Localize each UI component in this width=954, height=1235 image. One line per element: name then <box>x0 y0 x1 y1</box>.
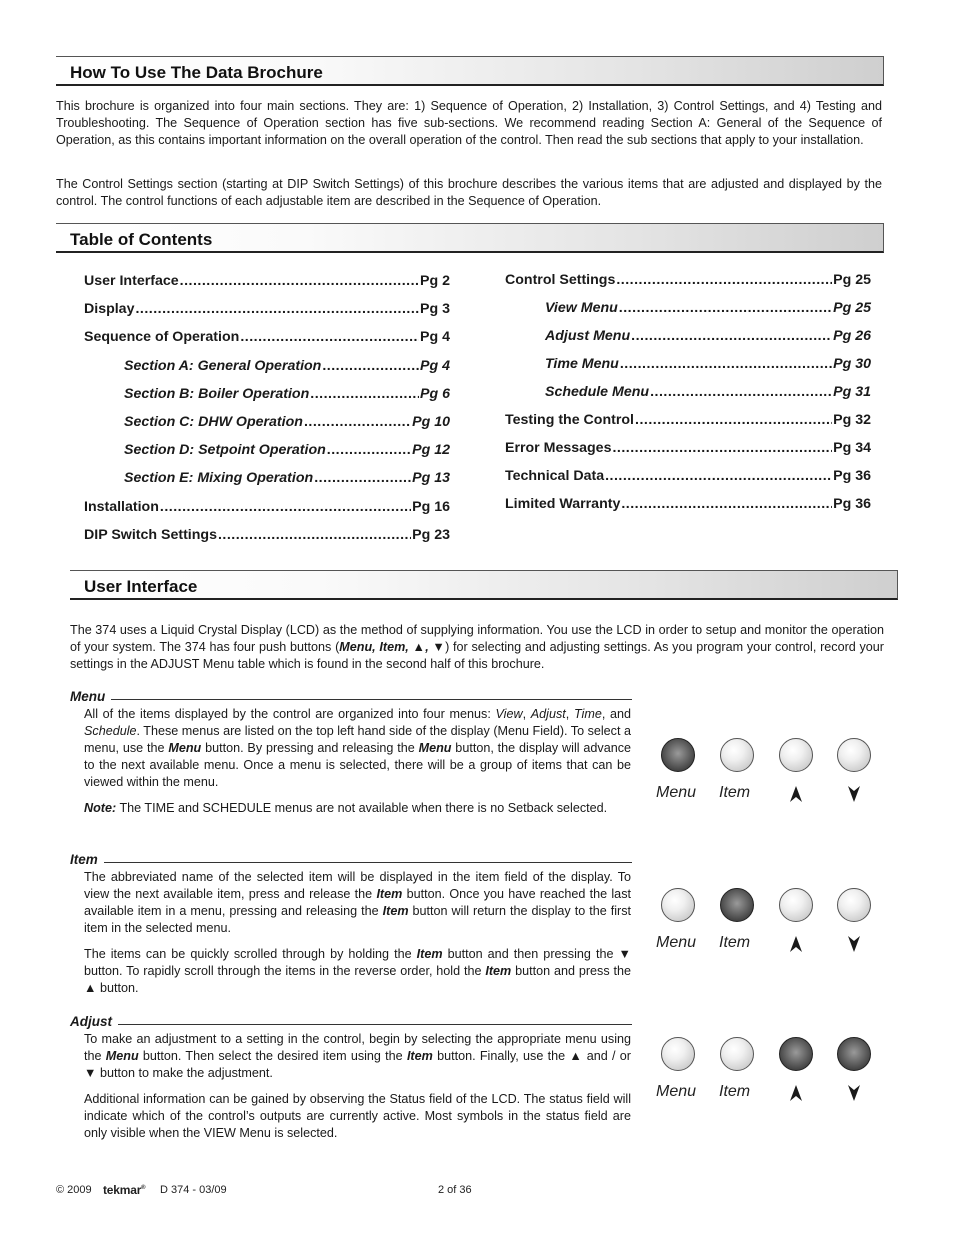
toc-entry <box>124 442 450 458</box>
toc-entry-label: View Menu <box>545 300 618 316</box>
toc-entry <box>124 358 450 374</box>
toc-leader-dots <box>160 499 411 515</box>
item-paragraph-2: The items can be quickly scrolled through by holding the Item button and then pressing the ▼ button. To rapidly scroll through the items in the reverse order, hold the Item button and press the ▲ button. <box>84 947 631 995</box>
menu-note: Note: The TIME and SCHEDULE menus are not available when there is no Setback selected. <box>84 801 608 815</box>
toc-entry <box>505 272 871 288</box>
toc-leader-dots <box>605 468 832 484</box>
toc-leader-dots <box>631 328 832 344</box>
section-title: How To Use The Data Brochure <box>70 63 323 82</box>
toc-entry-label: Section A: General Operation <box>124 357 322 374</box>
up-arrow-icon <box>789 935 803 953</box>
toc-entry-page: Pg 16 <box>412 498 450 515</box>
toc-entry-label: Technical Data <box>505 468 605 484</box>
toc-entry-page: Pg 10 <box>412 414 450 430</box>
toc-leader-dots <box>635 412 832 428</box>
up-arrow-icon <box>789 785 803 803</box>
toc-entry-page: Pg 30 <box>833 356 871 372</box>
toc-entry <box>124 470 450 486</box>
toc-entry-label: Sequence of Operation <box>84 329 240 346</box>
adjust-paragraph-1: To make an adjustment to a setting in the control, begin by selecting the appropriate menu using the Menu button. Then select the desired item using the Item button. Finally, use the ▲ and / or ▼ button to make the adjustment. <box>84 1032 631 1080</box>
section-header-user-interface <box>70 570 898 600</box>
toc-leader-dots <box>620 356 832 372</box>
toc-entry <box>505 496 871 512</box>
toc-entry-page: Pg 36 <box>833 496 871 512</box>
how-to-use-paragraph-2: The Control Settings section (starting at DIP Switch Settings) of this brochure describes the various items that are adjusted and displayed by the control. The control functions of each adjustable item are described in the Sequence of Operation. <box>56 177 882 208</box>
item-button[interactable] <box>720 888 754 922</box>
toc-entry-label: Adjust Menu <box>545 328 631 344</box>
section-title: User Interface <box>84 577 198 596</box>
toc-entry-label: Schedule Menu <box>545 384 650 400</box>
toc-entry-label: Section E: Mixing Operation <box>124 470 314 487</box>
footer-page-number: 2 of 36 <box>438 1184 472 1196</box>
toc-leader-dots <box>619 300 832 316</box>
item-button[interactable] <box>720 738 754 772</box>
menu-button[interactable] <box>661 888 695 922</box>
toc-leader-dots <box>310 386 419 402</box>
toc-leader-dots <box>621 496 832 512</box>
toc-entry <box>84 301 450 317</box>
menu-button-label: Menu <box>656 1083 697 1100</box>
toc-entry <box>124 386 450 402</box>
toc-entry-page: Pg 31 <box>833 384 871 400</box>
menu-button[interactable] <box>661 738 695 772</box>
toc-entry-page: Pg 13 <box>412 470 450 487</box>
toc-entry-page: Pg 26 <box>833 328 871 344</box>
item-button[interactable] <box>720 1037 754 1071</box>
toc-leader-dots <box>218 527 411 543</box>
toc-entry <box>505 440 871 456</box>
toc-entry-page: Pg 23 <box>412 526 450 543</box>
toc-leader-dots <box>327 442 411 458</box>
up-button[interactable] <box>779 738 813 772</box>
toc-entry <box>505 412 871 428</box>
item-button-label: Item <box>719 934 751 951</box>
adjust-paragraph-2: Additional information can be gained by observing the Status field of the LCD. The status field will indicate which of the control’s outputs are currently active. Most symbols in the status field are only visible when the VIEW Menu is selected. <box>84 1092 631 1140</box>
toc-entry-label: Section D: Setpoint Operation <box>124 442 326 459</box>
toc-leader-dots <box>135 301 419 317</box>
toc-entry-page: Pg 25 <box>833 300 871 316</box>
down-button[interactable] <box>837 1037 871 1071</box>
section-header-how-to-use <box>56 56 884 86</box>
button-names: Menu, Item, ▲, ▼ <box>339 640 446 654</box>
toc-entry <box>545 356 871 372</box>
toc-entry-label: Time Menu <box>545 356 619 372</box>
how-to-use-paragraph-1: This brochure is organized into four main sections. They are: 1) Sequence of Operation, 2) Installation, 3) Control Settings, and 4) Testing and Troubleshooting. The Sequence of Operation section has five sub-sections. We recommend reading Section A: General of the Sequence of Operation, as this contains important information on the overall operation of the control. Then read the sub sections that apply to your installation. <box>56 99 882 147</box>
toc-leader-dots <box>314 470 411 486</box>
toc-entry-label: Limited Warranty <box>505 496 621 512</box>
toc-entry <box>505 468 871 484</box>
toc-entry <box>545 328 871 344</box>
toc-leader-dots <box>304 414 411 430</box>
footer-copyright: © 2009 <box>56 1184 92 1196</box>
toc-entry-page: Pg 3 <box>420 301 450 318</box>
item-button-label: Item <box>719 1083 751 1100</box>
toc-entry-page: Pg 12 <box>412 442 450 459</box>
toc-leader-dots <box>180 273 419 289</box>
menu-paragraph: All of the items displayed by the control are organized into four menus: View, Adjust, Time, and Schedule. These menus are listed on the top left hand side of the display (Menu Field). To select a menu, use the Menu button. By pressing and releasing the Menu button, the display will advance to the next available menu. Once a menu is selected, there will be a group of items that can be viewed within the menu. <box>84 707 632 789</box>
toc-entry-page: Pg 4 <box>420 329 450 346</box>
toc-entry <box>124 414 450 430</box>
toc-entry <box>84 329 450 345</box>
up-button[interactable] <box>779 1037 813 1071</box>
toc-entry <box>84 527 450 543</box>
menu-subsection-title: Menu <box>70 689 111 705</box>
toc-entry-page: Pg 25 <box>833 272 871 288</box>
item-paragraph-1: The abbreviated name of the selected item will be displayed in the item field of the display. To view the next available item, press and release the Item button. Once you have reached the last available item in a menu, pressing and releasing the Item button will return the display to the first item in the selected menu. <box>84 870 632 935</box>
toc-entry <box>545 384 871 400</box>
down-button[interactable] <box>837 888 871 922</box>
toc-entry <box>84 273 450 289</box>
menu-button-label: Menu <box>656 784 697 801</box>
toc-entry-label: Testing the Control <box>505 412 634 428</box>
section-header-toc <box>56 223 884 253</box>
toc-entry-label: DIP Switch Settings <box>84 526 217 543</box>
toc-entry-label: Control Settings <box>505 272 616 288</box>
up-arrow-icon <box>789 1084 803 1102</box>
toc-entry-page: Pg 2 <box>420 273 450 289</box>
toc-leader-dots <box>240 329 419 345</box>
down-arrow-icon <box>847 785 861 803</box>
toc-entry <box>84 499 450 515</box>
user-interface-intro: The 374 uses a Liquid Crystal Display (LCD) as the method of supplying information. You use the LCD in order to setup and monitor the operation of your system. The 374 has four push buttons (Menu, Item, ▲, ▼) for selecting and adjusting settings. As you program your control, record your settings in the ADJUST Menu table which is found in the second half of this brochure. <box>70 623 884 671</box>
toc-entry-page: Pg 6 <box>420 385 450 402</box>
adjust-subsection-title: Adjust <box>70 1014 118 1030</box>
up-button[interactable] <box>779 888 813 922</box>
item-button-label: Item <box>719 784 751 801</box>
item-rule <box>70 862 632 863</box>
toc-entry-label: Display <box>84 301 135 318</box>
down-button[interactable] <box>837 738 871 772</box>
footer-brand-logo: tekmar® <box>103 1183 146 1197</box>
menu-rule <box>70 699 632 700</box>
toc-entry-label: Installation <box>84 498 159 515</box>
down-arrow-icon <box>847 935 861 953</box>
toc-leader-dots <box>650 384 832 400</box>
adjust-rule <box>70 1024 632 1025</box>
toc-leader-dots <box>616 272 832 288</box>
menu-button[interactable] <box>661 1037 695 1071</box>
toc-entry-page: Pg 36 <box>833 468 871 484</box>
toc-entry-label: Error Messages <box>505 440 612 456</box>
toc-entry-label: User Interface <box>84 273 179 289</box>
down-arrow-icon <box>847 1084 861 1102</box>
toc-entry-page: Pg 32 <box>833 412 871 428</box>
toc-entry-label: Section B: Boiler Operation <box>124 385 310 402</box>
item-subsection-title: Item <box>70 852 104 868</box>
toc-leader-dots <box>322 358 419 374</box>
toc-entry-label: Section C: DHW Operation <box>124 414 303 430</box>
menu-button-label: Menu <box>656 934 697 951</box>
toc-entry <box>545 300 871 316</box>
toc-entry-page: Pg 4 <box>420 357 450 374</box>
section-title: Table of Contents <box>70 230 213 249</box>
footer-doc-id: D 374 - 03/09 <box>160 1184 227 1196</box>
toc-leader-dots <box>612 440 832 456</box>
toc-entry-page: Pg 34 <box>833 440 871 456</box>
